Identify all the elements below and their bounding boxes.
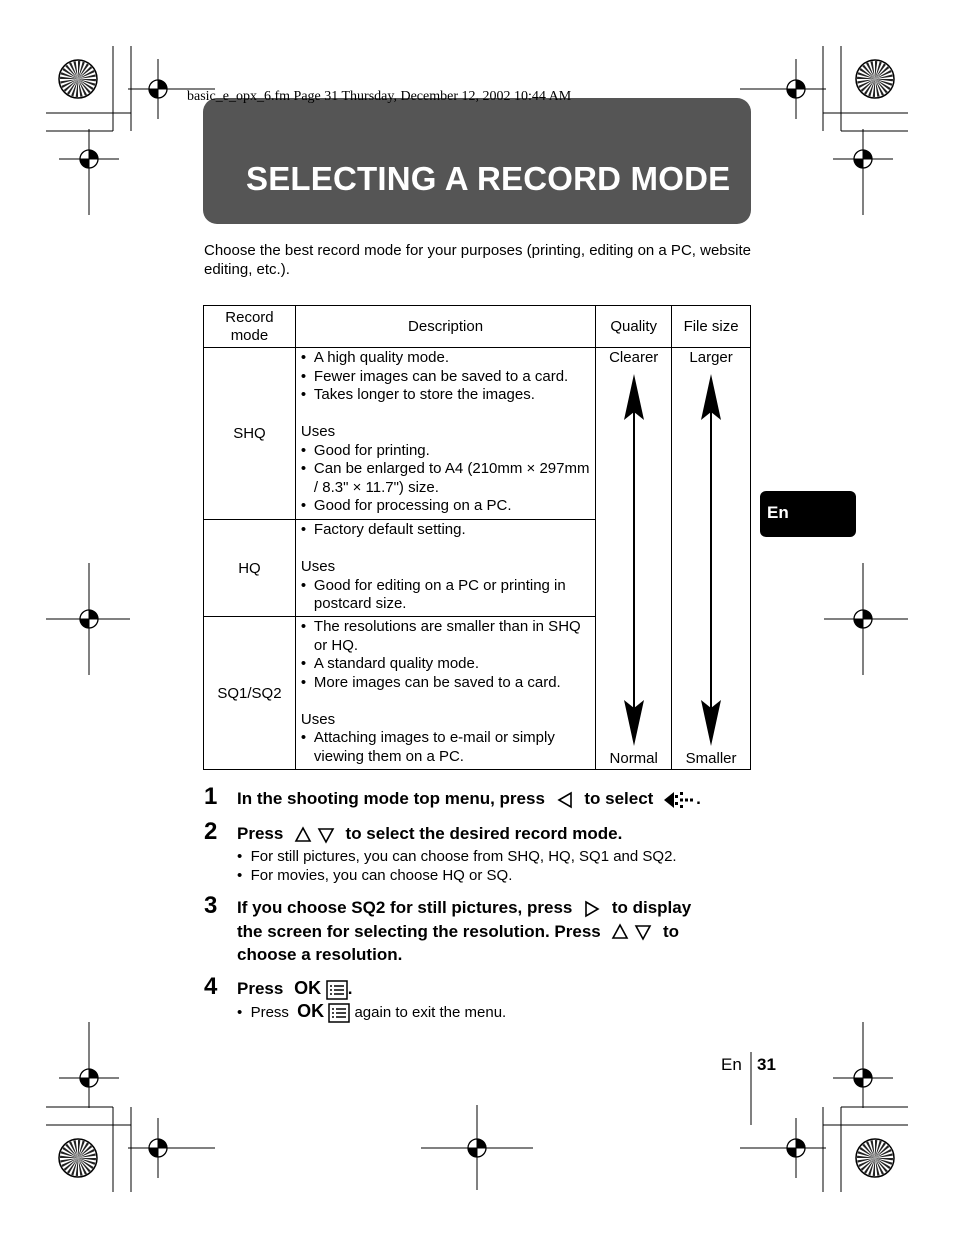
header-file-size: File size <box>672 306 751 348</box>
table-row <box>204 348 751 520</box>
mode-shq: SHQ <box>204 348 296 520</box>
list-item: • Fewer images can be saved to a card. <box>301 368 591 387</box>
list-item: • A standard quality mode. <box>301 655 591 674</box>
step-text: Press <box>237 824 284 843</box>
step-number: 1 <box>204 783 218 810</box>
list-item: • Can be enlarged to A4 (210mm × 297mm / 8.3" × 11.7") size. <box>301 460 591 497</box>
step-4-text <box>237 977 353 1001</box>
list-item: • More images can be saved to a card. <box>301 674 591 693</box>
list-item: • The resolutions are smaller than in SHQ or HQ. <box>301 618 591 655</box>
record-mode-icon <box>662 789 696 811</box>
bullet-text: Press <box>250 1004 289 1021</box>
step-2-text <box>237 822 622 846</box>
header-quality: Quality <box>596 306 672 348</box>
step-number: 3 <box>204 892 218 919</box>
step-text: In the shooting mode top menu, press <box>237 789 545 808</box>
step-text: Press <box>237 979 284 998</box>
page-title: SELECTING A RECORD MODE <box>246 160 731 197</box>
starburst-target-icon <box>856 1139 894 1177</box>
footer-language: En <box>721 1055 742 1074</box>
file-size-scale <box>672 348 751 770</box>
list-item: • For movies, you can choose HQ or SQ. <box>237 867 513 884</box>
step-text: choose a resolution. <box>237 945 403 964</box>
uses-label: Uses <box>300 423 336 440</box>
uses-label: Uses <box>300 558 336 575</box>
right-triangle-icon <box>583 900 601 918</box>
list-item: • For still pictures, you can choose from SHQ, HQ, SQ1 and SQ2. <box>237 848 677 865</box>
step-2-bullets <box>237 847 677 885</box>
description-shq <box>295 348 595 520</box>
step-text: If you choose SQ2 for still pictures, press <box>237 898 573 917</box>
down-triangle-icon <box>634 923 652 941</box>
up-triangle-icon <box>294 826 312 844</box>
uses-label: Uses <box>300 710 336 728</box>
ok-button-label: OK <box>297 1001 325 1021</box>
down-triangle-icon <box>317 826 335 844</box>
starburst-target-icon <box>59 1139 97 1177</box>
list-item: • Takes longer to store the images. <box>301 386 591 405</box>
step-text: to <box>662 921 679 941</box>
bullet-text: For still pictures, you can choose from SHQ, HQ, SQ1 and SQ2. <box>250 848 677 865</box>
record-mode-table <box>203 305 751 770</box>
ok-button-label: OK <box>294 978 322 998</box>
step-number: 2 <box>204 818 218 845</box>
quality-scale <box>596 348 672 770</box>
file-header-line: basic_e_opx_6.fm Page 31 Thursday, December 12, 2002 10:44 AM <box>187 89 572 104</box>
file-size-top-label: Larger <box>689 349 733 366</box>
header-description: Description <box>295 306 595 348</box>
left-triangle-icon <box>556 791 574 809</box>
step-text: to select <box>584 789 654 808</box>
description-sq <box>295 617 595 770</box>
step-text: . <box>696 789 701 808</box>
step-1-text <box>237 787 701 811</box>
double-arrow-icon <box>699 374 723 746</box>
step-text: to display <box>611 898 692 917</box>
mode-hq: HQ <box>204 520 296 617</box>
language-tab-label: En <box>767 503 789 522</box>
mode-sq1-sq2: SQ1/SQ2 <box>204 617 296 770</box>
page-number: 31 <box>757 1055 776 1074</box>
step-text: . <box>347 979 353 998</box>
list-item: • Good for editing on a PC or printing in postcard size. <box>301 577 591 614</box>
step-text: the screen for selecting the resolution. Press <box>237 921 601 941</box>
up-triangle-icon <box>611 923 629 941</box>
header-record-mode: Record mode <box>204 306 296 348</box>
file-size-bottom-label: Smaller <box>685 750 737 767</box>
list-item: • Good for printing. <box>301 442 591 461</box>
quality-top-label: Clearer <box>609 349 659 366</box>
intro-text: Choose the best record mode for your purposes (printing, editing on a PC, website editing, etc.). <box>204 242 751 278</box>
menu-list-icon <box>326 980 348 1000</box>
step-4-bullet: • Press OK again to exit the menu. <box>237 1002 506 1023</box>
table-header-row <box>204 306 751 348</box>
step-number: 4 <box>204 973 218 1000</box>
double-arrow-icon <box>622 374 646 746</box>
list-item: • Attaching images to e-mail or simply viewing them on a PC. <box>301 729 591 766</box>
description-hq <box>295 520 595 617</box>
menu-list-icon <box>328 1003 350 1023</box>
quality-bottom-label: Normal <box>609 750 658 767</box>
starburst-target-icon <box>59 60 97 98</box>
starburst-target-icon <box>856 60 894 98</box>
bullet-text: For movies, you can choose HQ or SQ. <box>250 867 513 884</box>
bullet-text: again to exit the menu. <box>354 1004 507 1021</box>
list-item: • Good for processing on a PC. <box>301 497 591 516</box>
language-tab <box>760 491 856 537</box>
step-text: to select the desired record mode. <box>345 824 623 843</box>
list-item: • A high quality mode. <box>301 349 591 368</box>
list-item: • Factory default setting. <box>301 521 591 540</box>
step-3-text <box>237 896 691 967</box>
